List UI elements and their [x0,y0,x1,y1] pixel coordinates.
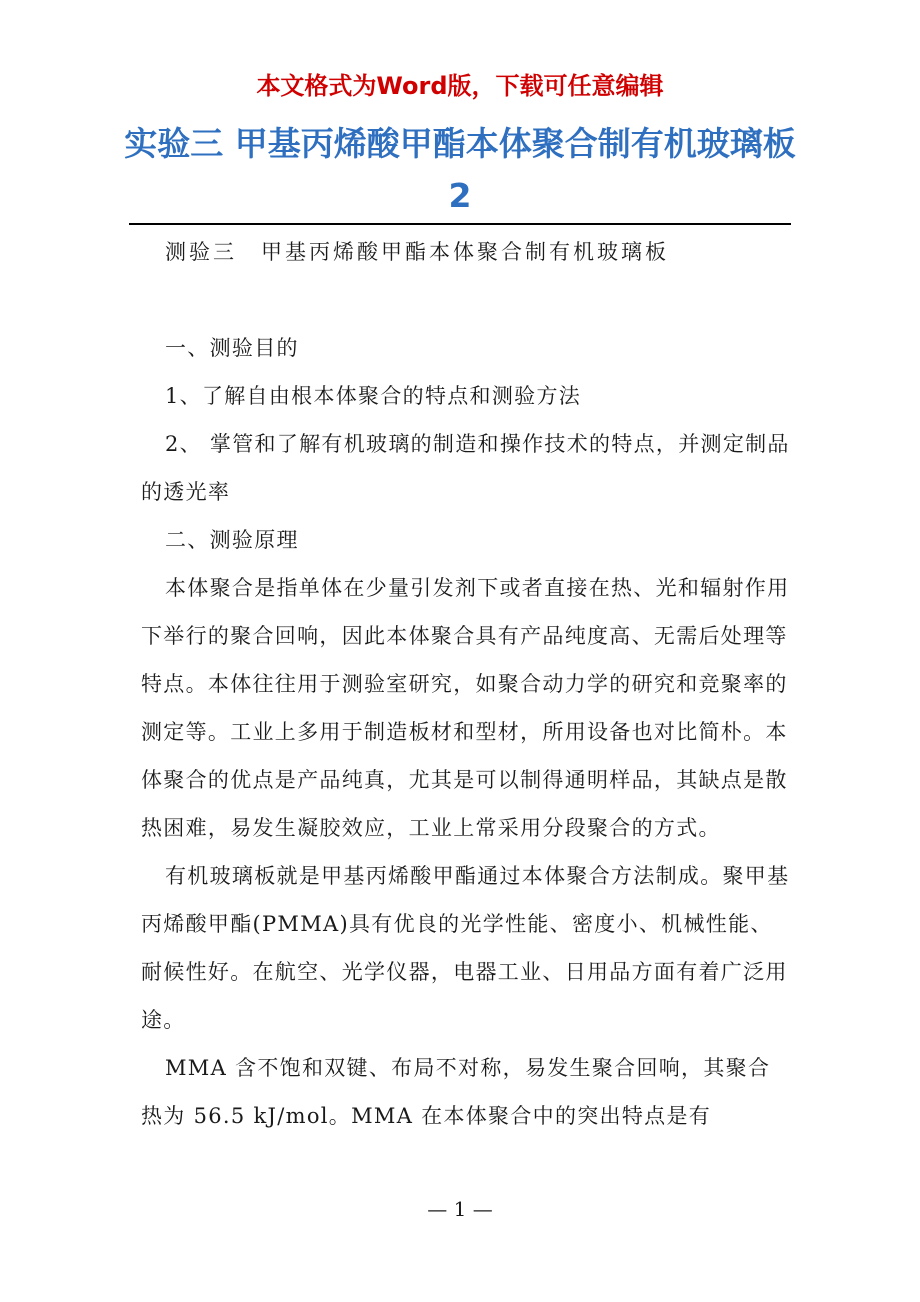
title-divider [129,223,791,225]
section-heading: 一、测验目的 [165,336,299,360]
page-number: — 1 — [427,1197,493,1221]
list-item: 1、了解自由根本体聚合的特点和测验方法 [165,384,582,408]
document-subtitle: 测验三 甲基丙烯酸甲酯本体聚合制有机玻璃板 [165,240,669,264]
list-item: 2、 掌管和了解有机玻璃的制造和操作技术的特点，并测定制品的透光率 [141,432,790,504]
download-banner: 本文格式为Word版，下载可任意编辑 [256,72,664,100]
body-paragraph: MMA 含不饱和双键、布局不对称，易发生聚合回响，其聚合热为 56.5 kJ/mol。MMA 在本体聚合中的突出特点是有 [141,1056,771,1128]
section-heading: 二、测验原理 [165,528,299,552]
document-body [141,228,791,1140]
spacer [141,276,791,324]
document-title: 实验三 甲基丙烯酸甲酯本体聚合制有机玻璃板 2 [124,124,796,215]
body-paragraph: 有机玻璃板就是甲基丙烯酸甲酯通过本体聚合方法制成。聚甲基丙烯酸甲酯(PMMA)具有优良的光学性能、密度小、机械性能、耐候性好。在航空、光学仪器，电器工业、日用品方面有着广泛用途。 [141,864,790,1032]
body-paragraph: 本体聚合是指单体在少量引发剂下或者直接在热、光和辐射作用下举行的聚合回响，因此本体聚合具有产品纯度高、无需后处理等特点。本体往往用于测验室研究，如聚合动力学的研究和竞聚率的测定等。工业上多用于制造板材和型材，所用设备也对比简朴。本体聚合的优点是产品纯真，尤其是可以制得通明样品，其缺点是散热困难，易发生凝胶效应，工业上常采用分段聚合的方式。 [141,576,790,840]
